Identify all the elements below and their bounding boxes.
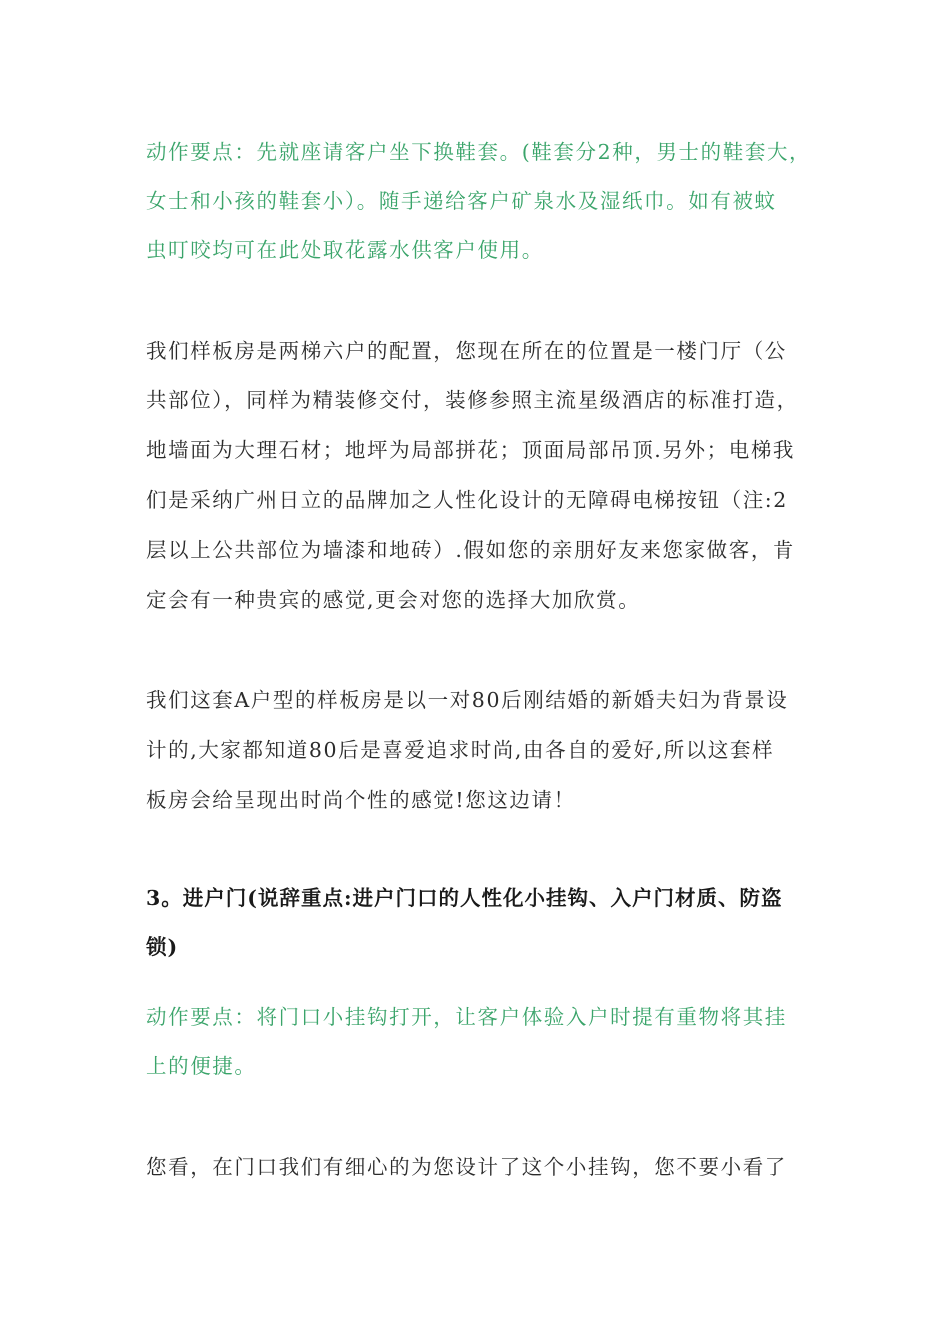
action-note-line: 动作要点：先就座请客户坐下换鞋套。(鞋套分2种，男士的鞋套大， bbox=[146, 140, 812, 164]
action-note-line: 上的便捷。 bbox=[146, 1054, 257, 1078]
body-paragraph-line: 地墙面为大理石材；地坪为局部拼花；顶面局部吊顶.另外；电梯我 bbox=[146, 438, 796, 462]
body-paragraph-line: 定会有一种贵宾的感觉,更会对您的选择大加欣赏。 bbox=[146, 588, 641, 612]
body-paragraph-line: 我们样板房是两梯六户的配置，您现在所在的位置是一楼门厅（公 bbox=[146, 339, 787, 363]
action-note-line: 女士和小孩的鞋套小）。随手递给客户矿泉水及湿纸巾。如有被蚊 bbox=[146, 189, 777, 213]
body-paragraph-line: 层以上公共部位为墙漆和地砖）.假如您的亲朋好友来您家做客，肯 bbox=[146, 538, 796, 562]
body-paragraph-line: 们是采纳广州日立的品牌加之人性化设计的无障碍电梯按钮（注:2 bbox=[146, 488, 788, 512]
body-paragraph-line: 您看，在门口我们有细心的为您设计了这个小挂钩，您不要小看了 bbox=[146, 1155, 787, 1179]
body-paragraph-line: 我们这套A户型的样板房是以一对80后刚结婚的新婚夫妇为背景设 bbox=[146, 688, 789, 712]
body-paragraph-line: 计的,大家都知道80后是喜爱追求时尚,由各自的爱好,所以这套样 bbox=[146, 738, 775, 762]
action-note-line: 虫叮咬均可在此处取花露水供客户使用。 bbox=[146, 238, 544, 262]
section-heading-line: 锁) bbox=[146, 935, 179, 959]
body-paragraph-line: 共部位），同样为精装修交付，装修参照主流星级酒店的标准打造， bbox=[146, 388, 799, 412]
action-note-line: 动作要点：将门口小挂钩打开，让客户体验入户时提有重物将其挂 bbox=[146, 1005, 787, 1029]
section-heading-line: 3。进户门(说辞重点:进户门口的人性化小挂钩、入户门材质、防盗 bbox=[146, 886, 783, 910]
body-paragraph-line: 板房会给呈现出时尚个性的感觉!您这边请！ bbox=[146, 788, 576, 812]
